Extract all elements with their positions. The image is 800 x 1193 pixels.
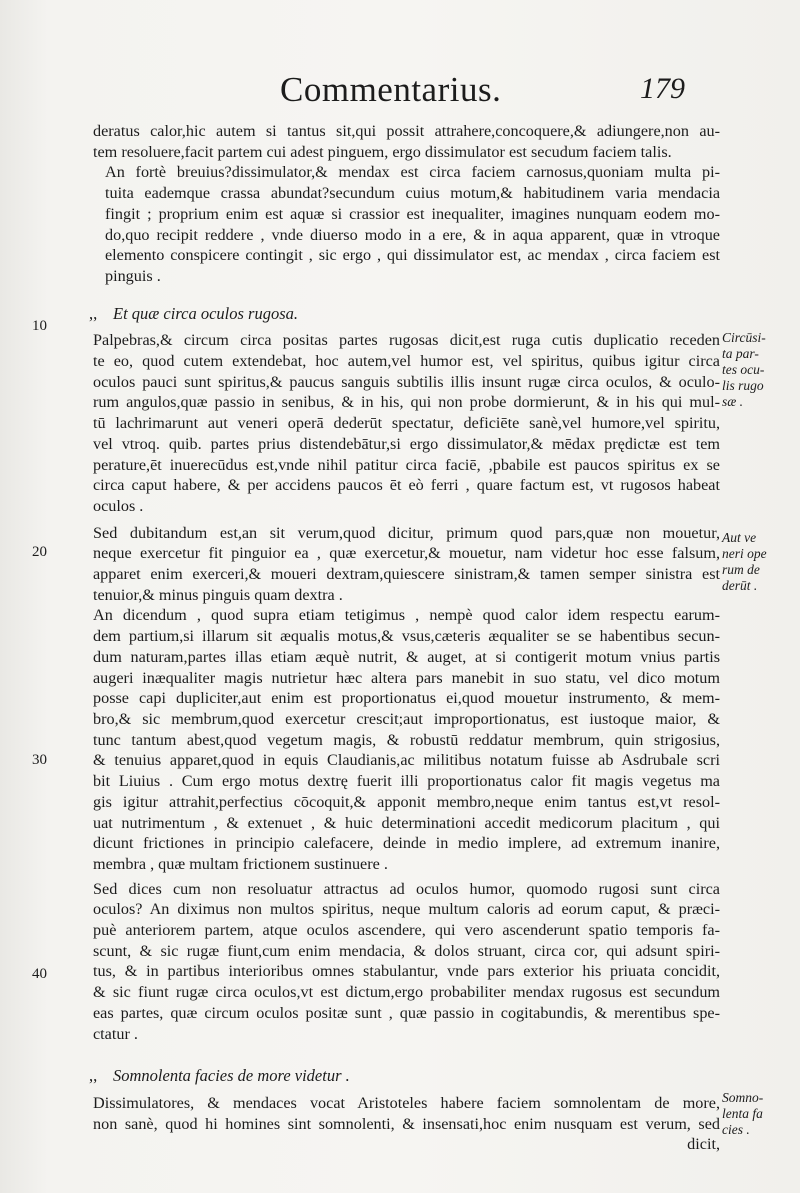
running-title: Commentarius. [280, 70, 502, 109]
lemma: ,, Et quæ circa oculos rugosa. [89, 303, 299, 323]
margin-note-line: cies . [722, 1122, 750, 1137]
text-line: tunc tantum abest,quod vegetum magis, & robustū reddatur membrum, quin strigosius, [93, 730, 720, 749]
text-line: ctatur . [93, 1024, 138, 1043]
text-line: & tenuius apparet,quod in equis Claudianis,ac militibus notatum fuisse ab Asdrubale scri [93, 751, 720, 770]
line-number: 40 [32, 966, 47, 982]
text-line: fingit ; proprium enim est aquæ si crassior est inequaliter, imagines nunquam eodem mo- [105, 204, 720, 223]
text-line: Dissimulatores, & mendaces vocat Aristoteles habere faciem somnolentam de more, [93, 1093, 720, 1112]
text-line: vel vtroq. quib. partes prius distendebātur,si ergo dissimulator,& mēdax prędictæ est tem [93, 434, 720, 453]
paragraph [93, 879, 720, 1045]
margin-note-line: tes ocu- [722, 362, 765, 377]
text-line: bro,& sic membrum,quod exercetur crescit;aut improportionatus, est iustoque maior, & [93, 709, 720, 728]
text-line: An fortè breuius?dissimulator,& mendax est circa faciem carnosus,quoniam multa pi- [105, 163, 720, 182]
text-line: dicit, [687, 1135, 720, 1154]
text-line: elemento conspicere contingit , sic ergo , qui dissimulator est, ac mendax , circa faciem est [105, 246, 720, 265]
text-line: membra , quæ multam frictionem sustinuere . [93, 854, 388, 873]
text-line: tem resoluere,facit partem cui adest pinguem, ergo dissimulator est secudum faciem talis. [93, 142, 672, 161]
text-line: Palpebras,& circum circa positas partes rugosas dicit,est ruga cutis duplicatio receden [93, 331, 720, 350]
text-line: scunt, & sic rugæ fiunt,cum enim mendacia, & dolos struant, circa cor, qui adsunt spiri- [93, 941, 720, 960]
text-line: rum angulos,quæ passio in senibus, & in his, qui non probe dormierunt, & in his qui mul- [93, 393, 720, 412]
margin-note [722, 1090, 794, 1138]
text-line: Sed dices cum non resoluatur attractus ad oculos humor, quomodo rugosi sunt circa [93, 879, 720, 898]
margin-note [722, 530, 794, 594]
page-number: 179 [640, 72, 685, 105]
text-line: tuita eademque crassa abundat?secundum cuius motum,& habitudinem varia mendacia [105, 184, 720, 203]
line-number: 20 [32, 544, 47, 560]
text-line: tus, & in partibus interioribus omnes stabulantur, vnde pars exterior his priuata concidit, [93, 962, 720, 981]
lemma: ,, Somnolenta facies de more videtur . [89, 1066, 350, 1086]
text-line: puè anteriorem partem, atque oculos ascendere, qui vero ascenderunt spatio temporis fa- [93, 921, 720, 940]
text-line: tū lachrimarunt aut veneri operā dederūt spectatur, deficiēte sanè,vel humore,vel spiritu, [93, 414, 720, 433]
margin-note-line: Somno- [722, 1090, 764, 1105]
text-line: do,quo recipit reddere , vnde diuerso modo in a ere, & in aqua apparent, quæ in vtroque [105, 225, 720, 244]
text-line: dicunt frictiones in principio calefacere, deinde in medio implere, ad extremum inanire, [93, 834, 720, 853]
text-line: dem partium,si illarum sit æqualis motus,& vsus,cæteris æqualiter se se habentibus secun- [93, 627, 720, 646]
text-line: uat nutrimentum , & extenuet , & huic determinationi accedit medicorum placitum , qui [93, 813, 720, 832]
line-number: 30 [32, 752, 47, 768]
text-line: tenuior,& minus pinguis quam dextra . [93, 585, 343, 604]
text-line: bit Liuius . Cum ergo motus dextrę fuerit illi proportionatus calor fit magis vegetus ma [93, 772, 720, 791]
line-number: 10 [32, 318, 47, 334]
text-line: apparet enim exerceri,& moueri dextram,quiescere sinistram,& tamen semper sinistra est [93, 565, 720, 584]
margin-note-line: lenta fa [722, 1106, 763, 1121]
text-line: augeri inæqualiter magis nutrietur hæc altera pars manebit in suo statu, vel dico motum [93, 668, 720, 687]
text-line: te eo, quod cutem extendebat, hoc autem,vel humor est, vel spiritus, quibus igitur circa [93, 352, 720, 371]
paragraph [93, 605, 720, 874]
text-line: An dicendum , quod supra etiam tetigimus , nempè quod calor idem respectu earum- [93, 606, 720, 625]
text-line: & sic fiunt rugæ circa oculos,vt est dictum,ergo probabiliter mendax rugosus est secundum [93, 983, 720, 1002]
text-line: dum naturam,partes illas etiam æquè nutrit, & auget, at si contigerit motum vnius partis [93, 647, 720, 666]
page-header [0, 62, 800, 122]
text-line: oculos . [93, 496, 144, 515]
margin-note-line: derūt . [722, 578, 758, 593]
paragraph [93, 162, 720, 286]
margin-note-line: rum de [722, 562, 760, 577]
paragraph [93, 330, 720, 516]
text-line: oculos? An diximus non multos spiritus, neque multum caloris ad eorum caput, & præci- [93, 900, 720, 919]
text-line: neque exercetur fit pinguior ea , quæ exercetur,& mouetur, nam videtur hoc esse falsum, [93, 544, 720, 563]
paragraph [93, 1093, 720, 1155]
main-text [89, 121, 720, 1155]
text-line: gis igitur attrahit,perfectius cōcoquit,& apponit membro,neque enim tantus est,vt resol- [93, 792, 720, 811]
text-line: non sanè, quod hi homines sint somnolenti, & insensati,hoc enim nusquam est verum, sed [93, 1114, 720, 1133]
margin-note [722, 330, 794, 410]
text-line: eas partes, quæ circum oculos positæ sunt , quæ passio in cogitabundis, & merentibus spe- [93, 1003, 720, 1022]
text-line: posse capi dupliciter,aut enim est proportionatus ei,quod mouetur instrumento, & mem- [93, 689, 720, 708]
text-line: oculos pauci sunt spiritus,& paucus sanguis subtilis illis insunt rugæ circa oculos, & oculo- [93, 372, 720, 391]
text-line: perature,ēt inuerecūdus est,vnde nihil patitur circa faciē, ,pbabile est paucos spiritus ex se [93, 455, 720, 474]
margin-note-line: Circūsi- [722, 330, 766, 345]
margin-note-line: ta par- [722, 346, 759, 361]
paragraph [93, 121, 720, 162]
paragraph [93, 523, 720, 606]
text-line: circa caput habere, & per accidens paucos ēt eò ferri , quare factum est, vt rugosos habeat [93, 476, 720, 495]
text-line: Sed dubitandum est,an sit verum,quod dicitur, primum quod pars,quæ non mouetur, [93, 523, 720, 542]
margin-note-line: sæ . [722, 394, 744, 409]
margin-note-line: lis rugo [722, 378, 764, 393]
lemma-text: Et quæ circa oculos rugosa. [113, 303, 299, 323]
text-line: pinguis . [105, 266, 161, 285]
margin-note-line: Aut ve [722, 530, 757, 545]
text-line: deratus calor,hic autem si tantus sit,qui possit attrahere,concoquere,& adiungere,non au- [93, 122, 720, 140]
lemma-text: Somnolenta facies de more videtur . [113, 1066, 350, 1086]
margin-note-line: neri ope [722, 546, 767, 561]
